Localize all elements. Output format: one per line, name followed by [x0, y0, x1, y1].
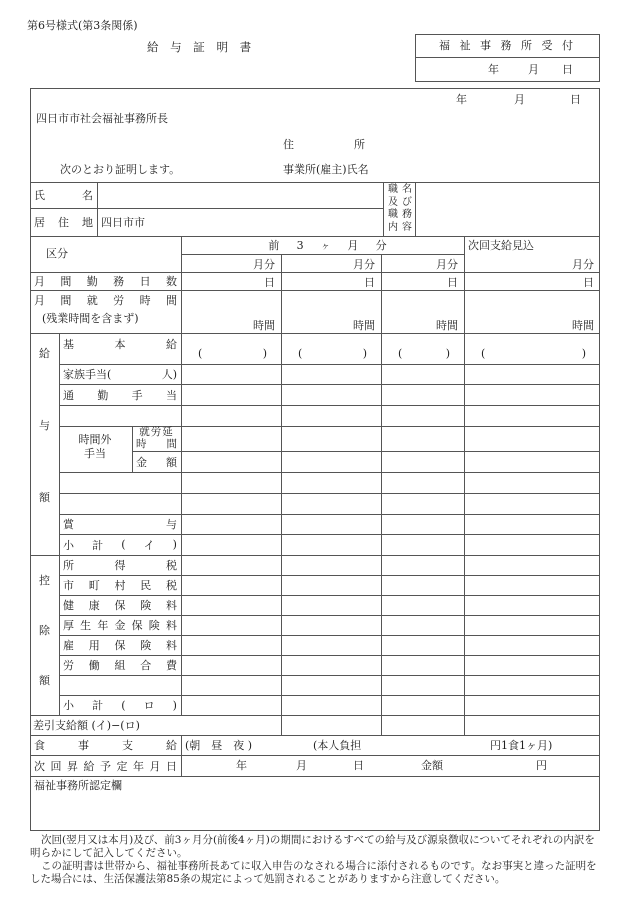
issue-year[interactable]: 年 [456, 93, 467, 106]
amount-cell[interactable] [282, 616, 381, 635]
amount-cell[interactable] [282, 535, 381, 555]
work-days-next[interactable]: 日 [583, 275, 594, 289]
amount-cell[interactable] [465, 427, 600, 451]
amount-cell[interactable] [465, 596, 600, 615]
amount-cell[interactable] [465, 494, 600, 514]
next-raise-year[interactable]: 年 [236, 759, 247, 772]
employment-insurance-label: 雇 用 保 険 料 [63, 639, 177, 652]
amount-cell[interactable] [382, 716, 464, 735]
amount-cell[interactable] [465, 385, 600, 405]
amount-cell[interactable] [465, 656, 600, 675]
base-pay-next[interactable] [465, 334, 600, 364]
amount-cell[interactable] [182, 636, 281, 655]
meals-label: 食 事 支 給 [34, 739, 177, 752]
work-hours-month-2[interactable]: 時間 [353, 318, 375, 332]
amount-cell[interactable] [282, 596, 381, 615]
amount-cell[interactable] [182, 656, 281, 675]
amount-cell[interactable] [282, 556, 381, 575]
amount-cell[interactable] [182, 576, 281, 595]
amount-cell[interactable] [182, 406, 281, 426]
work-days-month-3[interactable]: 日 [447, 275, 458, 289]
amount-cell[interactable] [382, 656, 464, 675]
work-days-label: 月 間 勤 務 日 数 [34, 275, 177, 288]
issue-month[interactable]: 月 [514, 93, 525, 106]
work-hours-label: 月 間 就 労 時 間 [34, 294, 177, 307]
next-raise-day[interactable]: 日 [353, 759, 364, 772]
issue-day[interactable]: 日 [570, 93, 581, 106]
month-header-month-1[interactable]: 月分 [253, 257, 275, 271]
next-raise-month[interactable]: 月 [296, 759, 307, 772]
amount-cell[interactable] [282, 576, 381, 595]
amount-cell[interactable] [282, 636, 381, 655]
amount-cell[interactable] [465, 473, 600, 493]
amount-cell[interactable] [182, 676, 281, 695]
amount-cell[interactable] [382, 616, 464, 635]
amount-cell[interactable] [382, 473, 464, 493]
name-label: 氏 名 [34, 189, 93, 202]
office-approval-label: 福祉事務所認定欄 [34, 779, 122, 792]
municipal-tax-label: 市 町 村 民 税 [63, 579, 177, 592]
next-raise-amount-unit: 円 [536, 759, 547, 772]
address-label-2: 所 [354, 138, 365, 151]
amount-cell[interactable] [182, 365, 281, 384]
base-pay-month-1[interactable] [182, 334, 281, 364]
amount-cell[interactable] [465, 535, 600, 555]
health-insurance-label: 健 康 保 険 料 [63, 599, 177, 612]
union-fee-label: 労 働 組 合 費 [63, 659, 177, 672]
amount-cell[interactable] [382, 636, 464, 655]
amount-cell[interactable] [182, 596, 281, 615]
employer-name-label: 事業所(雇主)氏名 [283, 163, 369, 176]
commute-label: 通 勤 手 当 [63, 388, 177, 402]
amount-cell[interactable] [282, 473, 381, 493]
meals-value[interactable]: (朝 昼 夜 ) [185, 739, 253, 752]
amount-cell[interactable] [382, 452, 464, 472]
amount-cell[interactable] [282, 494, 381, 514]
amount-cell[interactable] [182, 535, 281, 555]
amount-cell[interactable] [465, 452, 600, 472]
amount-cell[interactable] [182, 452, 281, 472]
amount-cell[interactable] [282, 385, 381, 405]
amount-cell[interactable] [382, 676, 464, 695]
amount-cell[interactable] [465, 676, 600, 695]
paren-open: ( [481, 347, 486, 360]
amount-cell[interactable] [282, 716, 381, 735]
paren-close: ) [581, 347, 586, 360]
form-number: 第6号様式(第3条関係) [27, 19, 138, 32]
overtime-amount-label: 金 額 [136, 455, 177, 469]
note-1: 次回(翌月又は本月)及び、前3ヶ月分(前後4ヶ月)の期間におけるすべての給与及び源泉徴収についてそれぞれの内訳を明らかにして記入してください。 [30, 834, 595, 859]
amount-cell[interactable] [182, 515, 281, 534]
amount-cell[interactable] [465, 365, 600, 384]
amount-cell[interactable] [382, 556, 464, 575]
note-2: この証明書は世帯から、福祉事務所長あてに収入申告のなされる場合に添付されるものです。なお事実と違った証明をした場合には、生活保護法第85条の規定によって処罰されることがありますから注意してください。 [30, 860, 597, 885]
amount-cell[interactable] [282, 427, 381, 451]
paren-open: ( [198, 347, 203, 360]
meals-unit: 円1食1ヶ月) [490, 739, 553, 752]
amount-cell[interactable] [182, 616, 281, 635]
paren-open: ( [298, 347, 303, 360]
deduction-group-label: 控 除 額 [39, 574, 50, 687]
income-tax-label: 所 得 税 [63, 559, 177, 572]
address-label-1: 住 [283, 138, 294, 151]
office-approval-field[interactable] [31, 796, 599, 830]
deduction-subtotal-label: 小 計 ( ロ ) [63, 698, 177, 712]
residence-label: 居 住 地 [34, 216, 93, 229]
amount-cell[interactable] [282, 452, 381, 472]
name-field[interactable] [98, 182, 383, 208]
amount-cell[interactable] [382, 494, 464, 514]
base-pay-month-3[interactable] [382, 334, 464, 364]
employer-address-field[interactable] [408, 134, 594, 152]
paren-open: ( [398, 347, 403, 360]
amount-cell[interactable] [182, 494, 281, 514]
amount-cell[interactable] [382, 427, 464, 451]
work-hours-note: (残業時間を含まず) [42, 312, 139, 325]
amount-cell[interactable] [465, 616, 600, 635]
base-pay-month-2[interactable] [282, 334, 381, 364]
grid-line [181, 735, 182, 776]
amount-cell[interactable] [382, 406, 464, 426]
amount-cell[interactable] [465, 515, 600, 534]
grid-line [30, 776, 600, 777]
amount-cell[interactable] [382, 596, 464, 615]
next-raise-amount-label: 金額 [421, 759, 443, 772]
work-days-month-1[interactable]: 日 [264, 275, 275, 289]
next-raise-label: 次 回 昇 給 予 定 年 月 日 [34, 759, 177, 773]
meals-self-pay-label: (本人負担 [313, 739, 362, 752]
salary-group-label: 給 与 額 [39, 347, 50, 504]
paren-close: ) [445, 347, 450, 360]
work-hours-next[interactable]: 時間 [572, 318, 594, 332]
month-header-month-3[interactable]: 月分 [436, 257, 458, 271]
work-hours-month-1[interactable]: 時間 [253, 318, 275, 332]
amount-cell[interactable] [465, 696, 600, 715]
addressee: 四日市市社会福祉事務所長 [36, 112, 168, 125]
amount-cell[interactable] [382, 696, 464, 715]
amount-cell[interactable] [465, 556, 600, 575]
residence-field[interactable]: 四日市市 [101, 216, 145, 229]
amount-cell[interactable] [382, 535, 464, 555]
amount-cell[interactable] [182, 716, 281, 735]
month-header-next[interactable]: 月分 [572, 257, 594, 271]
page-title: 給 与 証 明 書 [147, 40, 256, 54]
overtime-label: 時間外 手当 [78, 433, 112, 460]
month-header-month-2[interactable]: 月分 [353, 257, 375, 271]
job-label: 職 名 及 び 職 務 内 容 [388, 184, 412, 233]
amount-cell[interactable] [182, 556, 281, 575]
amount-cell[interactable] [465, 406, 600, 426]
amount-cell[interactable] [465, 576, 600, 595]
work-hours-month-3[interactable]: 時間 [436, 318, 458, 332]
grid-line [30, 290, 600, 291]
salary-subtotal-label: 小 計 ( イ ) [63, 538, 177, 552]
paren-close: ) [262, 347, 267, 360]
pension-label: 厚 生 年 金 保 険 料 [63, 619, 177, 632]
next-payment-label: 次回支給見込 [468, 239, 534, 252]
past-three-months-label: 前 3 ヶ 月 分 [268, 238, 387, 252]
paren-close: ) [362, 347, 367, 360]
overtime-hours-label: 就労延 時 間 [136, 426, 177, 450]
amount-cell[interactable] [282, 656, 381, 675]
amount-cell[interactable] [382, 385, 464, 405]
category-label: 区分 [46, 247, 68, 260]
amount-cell[interactable] [282, 676, 381, 695]
reception-month[interactable]: 月 [528, 63, 539, 76]
employer-name-field[interactable] [408, 160, 594, 178]
amount-cell[interactable] [182, 427, 281, 451]
amount-cell[interactable] [182, 385, 281, 405]
reception-year[interactable]: 年 [488, 63, 499, 76]
amount-cell[interactable] [465, 716, 600, 735]
job-field[interactable] [416, 183, 599, 235]
amount-cell[interactable] [282, 406, 381, 426]
reception-label: 福 祉 事 務 所 受 付 [439, 39, 576, 52]
amount-cell[interactable] [282, 365, 381, 384]
amount-cell[interactable] [465, 636, 600, 655]
amount-cell[interactable] [382, 365, 464, 384]
reception-day[interactable]: 日 [562, 63, 573, 76]
amount-cell[interactable] [282, 696, 381, 715]
bonus-label: 賞 与 [63, 518, 177, 531]
base-pay-label: 基 本 給 [63, 338, 177, 351]
amount-cell[interactable] [282, 515, 381, 534]
net-pay-label: 差引支給額 (イ)−(ロ) [33, 719, 140, 732]
family-allowance-label: 家族手当( 人) [63, 368, 177, 381]
amount-cell[interactable] [182, 473, 281, 493]
amount-cell[interactable] [382, 515, 464, 534]
amount-cell[interactable] [182, 696, 281, 715]
statement: 次のとおり証明します。 [60, 163, 181, 176]
amount-cell[interactable] [382, 576, 464, 595]
work-days-month-2[interactable]: 日 [364, 275, 375, 289]
